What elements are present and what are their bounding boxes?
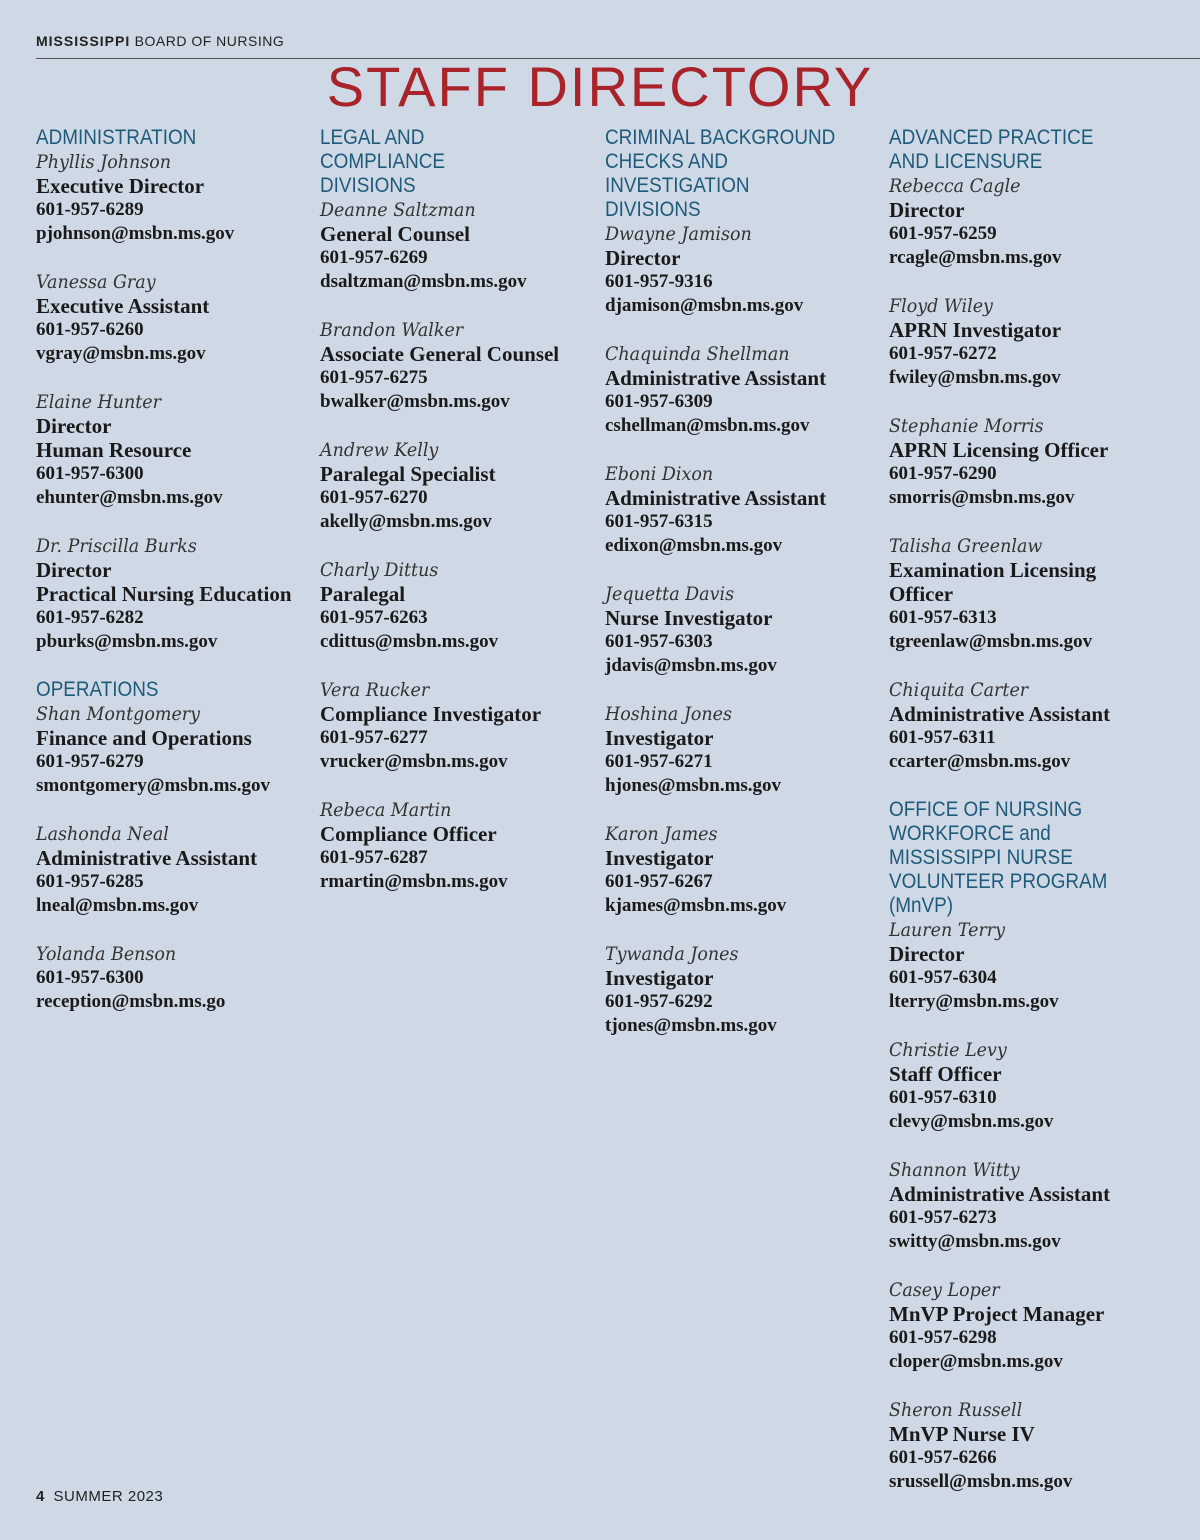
staff-entry xyxy=(320,558,595,654)
staff-title: General Counsel xyxy=(320,222,470,246)
staff-name: Karon James xyxy=(605,823,718,845)
staff-title: Director xyxy=(36,414,112,438)
staff-phone: 601-957-6263 xyxy=(320,607,428,628)
staff-email[interactable]: smontgomery@msbn.ms.gov xyxy=(36,775,271,796)
staff-name: Chaquinda Shellman xyxy=(605,343,790,365)
staff-entry xyxy=(320,438,595,534)
staff-title: Director xyxy=(889,942,965,966)
staff-title: Examination Licensing xyxy=(889,558,1097,582)
staff-title: Executive Assistant xyxy=(36,294,210,318)
staff-phone: 601-957-6259 xyxy=(889,223,997,244)
staff-phone: 601-957-6270 xyxy=(320,487,428,508)
staff-name: Vanessa Gray xyxy=(36,271,156,293)
staff-phone: 601-957-6298 xyxy=(889,1327,997,1348)
staff-name: Talisha Greenlaw xyxy=(889,535,1043,557)
staff-phone: 601-957-6287 xyxy=(320,847,428,868)
staff-email[interactable]: tgreenlaw@msbn.ms.gov xyxy=(889,631,1093,652)
staff-entry xyxy=(320,318,595,414)
staff-title: Director xyxy=(36,558,112,582)
staff-email[interactable]: kjames@msbn.ms.gov xyxy=(605,895,787,916)
department-heading: OFFICE OF NURSING WORKFORCE and MISSISSIPPI NURSE VOLUNTEER PROGRAM (MnVP) xyxy=(889,798,1108,917)
staff-entry xyxy=(605,582,880,678)
department-section xyxy=(605,126,880,1038)
staff-email[interactable]: smorris@msbn.ms.gov xyxy=(889,487,1075,508)
staff-phone: 601-957-6289 xyxy=(36,199,144,220)
staff-entry xyxy=(320,678,595,774)
staff-name: Shan Montgomery xyxy=(36,703,201,725)
staff-name: Lauren Terry xyxy=(889,919,1006,941)
staff-phone: 601-957-6311 xyxy=(889,727,996,748)
staff-phone: 601-957-6304 xyxy=(889,967,997,988)
staff-entry xyxy=(605,822,880,918)
staff-email[interactable]: reception@msbn.ms.go xyxy=(36,991,226,1012)
directory-column-2 xyxy=(320,126,595,918)
department-heading: ADMINISTRATION xyxy=(36,126,197,149)
department-section xyxy=(889,798,1189,1494)
staff-phone: 601-957-6277 xyxy=(320,727,428,748)
staff-name: Yolanda Benson xyxy=(36,943,177,965)
issue-label: SUMMER 2023 xyxy=(53,1488,164,1505)
staff-phone: 601-957-6285 xyxy=(36,871,144,892)
staff-name: Christie Levy xyxy=(889,1039,1007,1061)
staff-entry xyxy=(889,1038,1189,1134)
staff-name: Dwayne Jamison xyxy=(605,223,752,245)
staff-title: APRN Investigator xyxy=(889,318,1062,342)
staff-title: Officer xyxy=(889,582,954,606)
staff-name: Charly Dittus xyxy=(320,559,439,581)
staff-entry xyxy=(889,1278,1189,1374)
staff-entry xyxy=(36,942,311,1014)
staff-name: Tywanda Jones xyxy=(605,943,739,965)
staff-name: Chiquita Carter xyxy=(889,679,1029,701)
staff-name: Elaine Hunter xyxy=(36,391,162,413)
staff-entry xyxy=(605,222,880,318)
staff-email[interactable]: dsaltzman@msbn.ms.gov xyxy=(320,271,527,292)
staff-name: Shannon Witty xyxy=(889,1159,1020,1181)
staff-entry xyxy=(36,534,311,654)
staff-phone: 601-957-6269 xyxy=(320,247,428,268)
staff-title: Paralegal xyxy=(320,582,406,606)
directory-column-3 xyxy=(605,126,880,1062)
staff-title: Administrative Assistant xyxy=(889,1182,1111,1206)
department-heading: LEGAL AND COMPLIANCE DIVISIONS xyxy=(320,126,445,197)
staff-email[interactable]: rcagle@msbn.ms.gov xyxy=(889,247,1062,268)
staff-email[interactable]: pjohnson@msbn.ms.gov xyxy=(36,223,235,244)
staff-email[interactable]: ehunter@msbn.ms.gov xyxy=(36,487,223,508)
staff-email[interactable]: tjones@msbn.ms.gov xyxy=(605,1015,777,1036)
staff-name: Casey Loper xyxy=(889,1279,1000,1301)
staff-entry xyxy=(36,150,311,246)
staff-title: Compliance Officer xyxy=(320,822,497,846)
staff-phone: 601-957-6267 xyxy=(605,871,713,892)
staff-name: Rebeca Martin xyxy=(320,799,452,821)
staff-title: Investigator xyxy=(605,846,714,870)
staff-name: Deanne Saltzman xyxy=(320,199,476,221)
page-footer xyxy=(36,1488,163,1505)
staff-email[interactable]: edixon@msbn.ms.gov xyxy=(605,535,783,556)
staff-entry xyxy=(889,294,1189,390)
staff-phone: 601-957-6273 xyxy=(889,1207,997,1228)
staff-phone: 601-957-6266 xyxy=(889,1447,997,1468)
department-heading: CRIMINAL BACKGROUND CHECKS AND INVESTIGATION DIVISIONS xyxy=(605,126,836,221)
staff-title: Compliance Investigator xyxy=(320,702,542,726)
staff-entry xyxy=(605,342,880,438)
staff-email[interactable]: lneal@msbn.ms.gov xyxy=(36,895,199,916)
staff-title: MnVP Nurse IV xyxy=(889,1422,1035,1446)
org-name-bold: MISSISSIPPI xyxy=(36,33,131,49)
staff-entry xyxy=(889,918,1189,1014)
staff-entry xyxy=(320,198,595,294)
department-section xyxy=(36,678,311,1014)
staff-email[interactable]: pburks@msbn.ms.gov xyxy=(36,631,218,652)
staff-entry xyxy=(36,822,311,918)
staff-email[interactable]: rmartin@msbn.ms.gov xyxy=(320,871,508,892)
staff-entry xyxy=(889,414,1189,510)
directory-column-4 xyxy=(889,126,1189,1518)
department-section xyxy=(889,126,1189,774)
staff-email[interactable]: bwalker@msbn.ms.gov xyxy=(320,391,510,412)
staff-email[interactable]: vrucker@msbn.ms.gov xyxy=(320,751,508,772)
staff-title: Nurse Investigator xyxy=(605,606,773,630)
staff-phone: 601-957-9316 xyxy=(605,271,713,292)
staff-entry xyxy=(889,678,1189,774)
staff-email[interactable]: jdavis@msbn.ms.gov xyxy=(605,655,777,676)
staff-title: Practical Nursing Education xyxy=(36,582,292,606)
staff-name: Eboni Dixon xyxy=(605,463,714,485)
staff-phone: 601-957-6290 xyxy=(889,463,997,484)
staff-entry xyxy=(605,462,880,558)
staff-phone: 601-957-6300 xyxy=(36,463,144,484)
page-number: 4 xyxy=(36,1488,45,1505)
staff-title: APRN Licensing Officer xyxy=(889,438,1109,462)
staff-title: Human Resource xyxy=(36,438,192,462)
staff-entry xyxy=(889,534,1189,654)
staff-entry xyxy=(36,702,311,798)
org-name-rest: BOARD OF NURSING xyxy=(134,33,285,49)
staff-title: Staff Officer xyxy=(889,1062,1002,1086)
staff-phone: 601-957-6282 xyxy=(36,607,144,628)
staff-title: Associate General Counsel xyxy=(320,342,560,366)
staff-title: Director xyxy=(605,246,681,270)
staff-email[interactable]: switty@msbn.ms.gov xyxy=(889,1231,1061,1252)
staff-name: Jequetta Davis xyxy=(605,583,735,605)
staff-email[interactable]: djamison@msbn.ms.gov xyxy=(605,295,804,316)
staff-name: Floyd Wiley xyxy=(889,295,993,317)
staff-email[interactable]: cdittus@msbn.ms.gov xyxy=(320,631,499,652)
staff-phone: 601-957-6300 xyxy=(36,967,144,988)
staff-name: Stephanie Morris xyxy=(889,415,1044,437)
staff-email[interactable]: fwiley@msbn.ms.gov xyxy=(889,367,1061,388)
staff-phone: 601-957-6309 xyxy=(605,391,713,412)
staff-phone: 601-957-6279 xyxy=(36,751,144,772)
staff-phone: 601-957-6315 xyxy=(605,511,713,532)
staff-name: Andrew Kelly xyxy=(320,439,439,461)
staff-email[interactable]: akelly@msbn.ms.gov xyxy=(320,511,492,532)
staff-entry xyxy=(605,702,880,798)
directory-column-1 xyxy=(36,126,311,1038)
staff-name: Vera Rucker xyxy=(320,679,430,701)
staff-entry xyxy=(605,942,880,1038)
staff-phone: 601-957-6303 xyxy=(605,631,713,652)
staff-name: Sheron Russell xyxy=(889,1399,1023,1421)
staff-name: Hoshina Jones xyxy=(605,703,732,725)
staff-email[interactable]: lterry@msbn.ms.gov xyxy=(889,991,1059,1012)
staff-phone: 601-957-6275 xyxy=(320,367,428,388)
staff-email[interactable]: srussell@msbn.ms.gov xyxy=(889,1471,1073,1492)
staff-title: Finance and Operations xyxy=(36,726,252,750)
department-heading: OPERATIONS xyxy=(36,678,159,701)
staff-name: Phyllis Johnson xyxy=(36,151,171,173)
staff-entry xyxy=(889,1398,1189,1494)
staff-email[interactable]: ccarter@msbn.ms.gov xyxy=(889,751,1071,772)
staff-title: Investigator xyxy=(605,726,714,750)
staff-phone: 601-957-6271 xyxy=(605,751,713,772)
staff-title: MnVP Project Manager xyxy=(889,1302,1105,1326)
staff-title: Paralegal Specialist xyxy=(320,462,496,486)
staff-email[interactable]: clevy@msbn.ms.gov xyxy=(889,1111,1054,1132)
staff-title: Director xyxy=(889,198,965,222)
staff-name: Lashonda Neal xyxy=(36,823,169,845)
staff-title: Administrative Assistant xyxy=(36,846,258,870)
staff-phone: 601-957-6260 xyxy=(36,319,144,340)
staff-entry xyxy=(889,174,1189,270)
staff-entry xyxy=(320,798,595,894)
staff-title: Executive Director xyxy=(36,174,205,198)
staff-phone: 601-957-6310 xyxy=(889,1087,997,1108)
department-heading: ADVANCED PRACTICE AND LICENSURE xyxy=(889,126,1094,173)
staff-email[interactable]: cloper@msbn.ms.gov xyxy=(889,1351,1063,1372)
staff-name: Dr. Priscilla Burks xyxy=(36,535,197,557)
staff-title: Administrative Assistant xyxy=(605,366,827,390)
staff-phone: 601-957-6313 xyxy=(889,607,997,628)
staff-entry xyxy=(889,1158,1189,1254)
page-title: STAFF DIRECTORY xyxy=(326,55,874,118)
publication-header xyxy=(36,33,284,49)
staff-name: Brandon Walker xyxy=(320,319,464,341)
staff-email[interactable]: cshellman@msbn.ms.gov xyxy=(605,415,810,436)
department-section xyxy=(36,126,311,654)
staff-name: Rebecca Cagle xyxy=(889,175,1021,197)
staff-phone: 601-957-6292 xyxy=(605,991,713,1012)
staff-title: Investigator xyxy=(605,966,714,990)
staff-title: Administrative Assistant xyxy=(605,486,827,510)
staff-entry xyxy=(36,390,311,510)
staff-phone: 601-957-6272 xyxy=(889,343,997,364)
staff-entry xyxy=(36,270,311,366)
staff-email[interactable]: vgray@msbn.ms.gov xyxy=(36,343,206,364)
staff-title: Administrative Assistant xyxy=(889,702,1111,726)
staff-email[interactable]: hjones@msbn.ms.gov xyxy=(605,775,782,796)
department-section xyxy=(320,126,595,894)
